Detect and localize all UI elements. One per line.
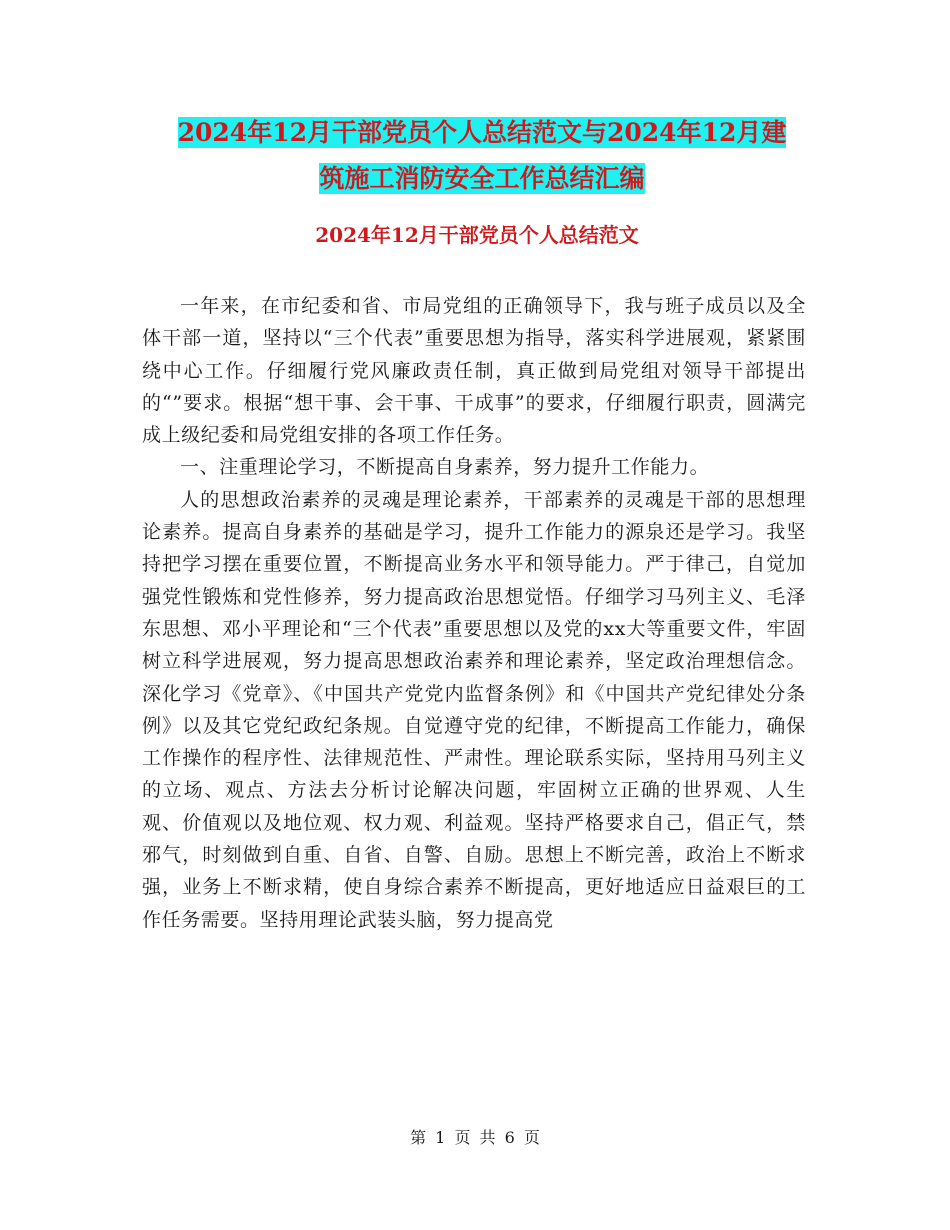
paragraph-heading-1: 一、注重理论学习，不断提高自身素养，努力提升工作能力。 <box>180 456 710 479</box>
body-text <box>142 290 806 936</box>
paragraph-intro: 一年来，在市纪委和省、市局党组的正确领导下，我与班子成员以及全体干部一道，坚持以“三个代表”重要思想为指导，落实科学进展观，紧紧围绕中心工作。仔细履行党风廉政责任制，真正做到局党组对领导干部提出的“”要求。根据“想干事、会干事、干成事”的要求，仔细履行职责，圆满完成上级纪委和局党组安排的各项工作任务。 <box>142 295 806 447</box>
document-title-line-2: 筑施工消防安全工作总结汇编 <box>319 164 645 193</box>
paragraph-body-1: 人的思想政治素养的灵魂是理论素养，干部素养的灵魂是干部的思想理论素养。提高自身素养的基础是学习，提升工作能力的源泉还是学习。我坚持把学习摆在重要位置，不断提高业务水平和领导能力。严于律己，自觉加强党性锻炼和党性修养，努力提高政治思想觉悟。仔细学习马列主义、毛泽东思想、邓小平理论和“三个代表”重要思想以及党的xx大等重要文件，牢固树立科学进展观，努力提高思想政治素养和理论素养，坚定政治理想信念。深化学习《党章》、《中国共产党党内监督条例》和《中国共产党纪律处分条例》以及其它党纪政纪条规。自觉遵守党的纪律，不断提高工作能力，确保工作操作的程序性、法律规范性、严肃性。理论联系实际，坚持用马列主义的立场、观点、方法去分析讨论解决问题，牢固树立正确的世界观、人生观、价值观以及地位观、权力观、利益观。坚持严格要求自己，倡正气，禁邪气，时刻做到自重、自省、自警、自励。思想上不断完善，政治上不断求强，业务上不断求精，使自身综合素养不断提高，更好地适应日益艰巨的工作任务需要。坚持用理论武装头脑，努力提高党 <box>142 488 806 931</box>
page-footer: 第 1 页 共 6 页 <box>410 1128 540 1147</box>
document-title-line-1: 2024年12月干部党员个人总结范文与2024年12月建 <box>177 118 787 147</box>
section-title: 2024年12月干部党员个人总结范文 <box>315 223 639 247</box>
document-title <box>142 110 822 202</box>
